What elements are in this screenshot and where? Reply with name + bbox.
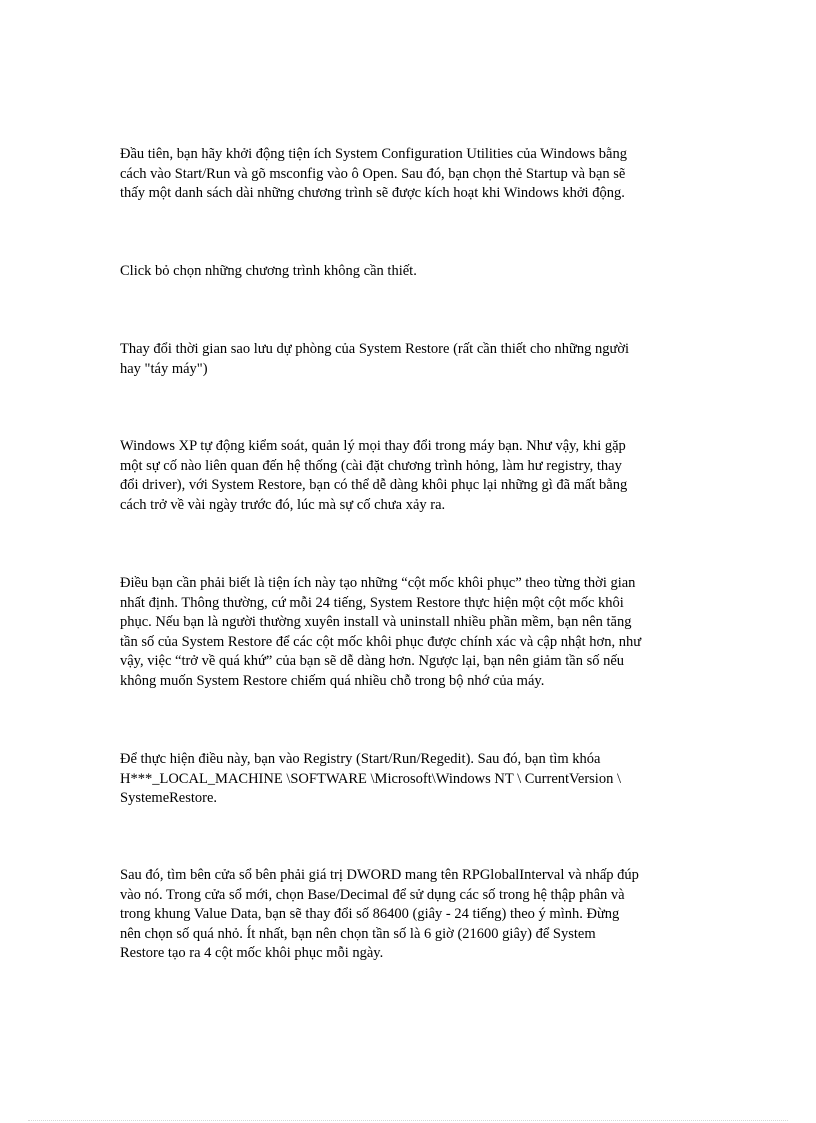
paragraph-windows-xp-restore <box>120 437 700 515</box>
text-line: đổi driver), với System Restore, bạn có thể dễ dàng khôi phục lại những gì đã mất bằng <box>120 477 628 493</box>
text-line: tần số của System Restore để các cột mốc khôi phục được chính xác và cập nhật hơn, như <box>120 633 642 650</box>
text-line: Restore tạo ra 4 cột mốc khôi phục mỗi ngày. <box>120 945 384 961</box>
text-line: cách trở về vài ngày trước đó, lúc mà sự cố chưa xảy ra. <box>120 496 446 513</box>
text-line: một sự cố nào liên quan đến hệ thống (cài đặt chương trình hỏng, làm hư registry, thay <box>120 457 622 474</box>
text-line: Đầu tiên, bạn hãy khởi động tiện ích System Configuration Utilities của Windows bằng <box>120 146 627 162</box>
text-line: phục. Nếu bạn là người thường xuyên install và uninstall nhiều phần mềm, bạn nên tăng <box>120 614 632 630</box>
text-line: Để thực hiện điều này, bạn vào Registry (Start/Run/Regedit). Sau đó, bạn tìm khóa <box>120 751 601 767</box>
text-line: hay "táy máy") <box>120 360 208 377</box>
text-line: nhất định. Thông thường, cứ mỗi 24 tiếng, System Restore thực hiện một cột mốc khôi <box>120 594 624 611</box>
text-line: H***_LOCAL_MACHINE \SOFTWARE \Microsoft\Windows NT \ CurrentVersion \ <box>120 770 621 787</box>
text-line: Windows XP tự động kiểm soát, quản lý mọi thay đổi trong máy bạn. Như vậy, khi gặp <box>120 438 626 454</box>
paragraph-change-backup-time <box>120 340 700 379</box>
paragraph-system-configuration <box>120 145 700 204</box>
page-bottom-divider <box>28 1120 788 1121</box>
text-line: vậy, việc “trở về quá khứ” của bạn sẽ dễ dàng hơn. Ngược lại, bạn nên giảm tần số nếu <box>120 653 625 669</box>
paragraph-registry-key <box>120 750 700 809</box>
paragraph-click-uncheck <box>120 262 700 282</box>
text-line: cách vào Start/Run và gõ msconfig vào ô Open. Sau đó, bạn chọn thẻ Startup và bạn sẽ <box>120 165 626 182</box>
paragraph-rpglobalinterval <box>120 866 700 964</box>
text-line: vào nó. Trong cửa sổ mới, chọn Base/Decimal để sử dụng các số trong hệ thập phân và <box>120 886 625 903</box>
text-line: Thay đổi thời gian sao lưu dự phòng của System Restore (rất cần thiết cho những người <box>120 341 630 357</box>
text-line: nên chọn số quá nhỏ. Ít nhất, bạn nên chọn tần số là 6 giờ (21600 giây) để System <box>120 925 596 942</box>
text-line: Click bỏ chọn những chương trình không cần thiết. <box>120 263 417 279</box>
text-line: thấy một danh sách dài những chương trình sẽ được kích hoạt khi Windows khởi động. <box>120 185 625 201</box>
text-line: Điều bạn cần phải biết là tiện ích này tạo những “cột mốc khôi phục” theo từng thời gian <box>120 575 636 591</box>
paragraph-restore-points <box>120 574 700 691</box>
text-line: SystemeRestore. <box>120 790 218 806</box>
text-line: Sau đó, tìm bên cửa sổ bên phải giá trị DWORD mang tên RPGlobalInterval và nhấp đúp <box>120 867 639 883</box>
text-line: không muốn System Restore chiếm quá nhiều chỗ trong bộ nhớ của máy. <box>120 672 545 689</box>
text-line: trong khung Value Data, bạn sẽ thay đổi số 86400 (giây - 24 tiếng) theo ý mình. Đừng <box>120 906 620 922</box>
